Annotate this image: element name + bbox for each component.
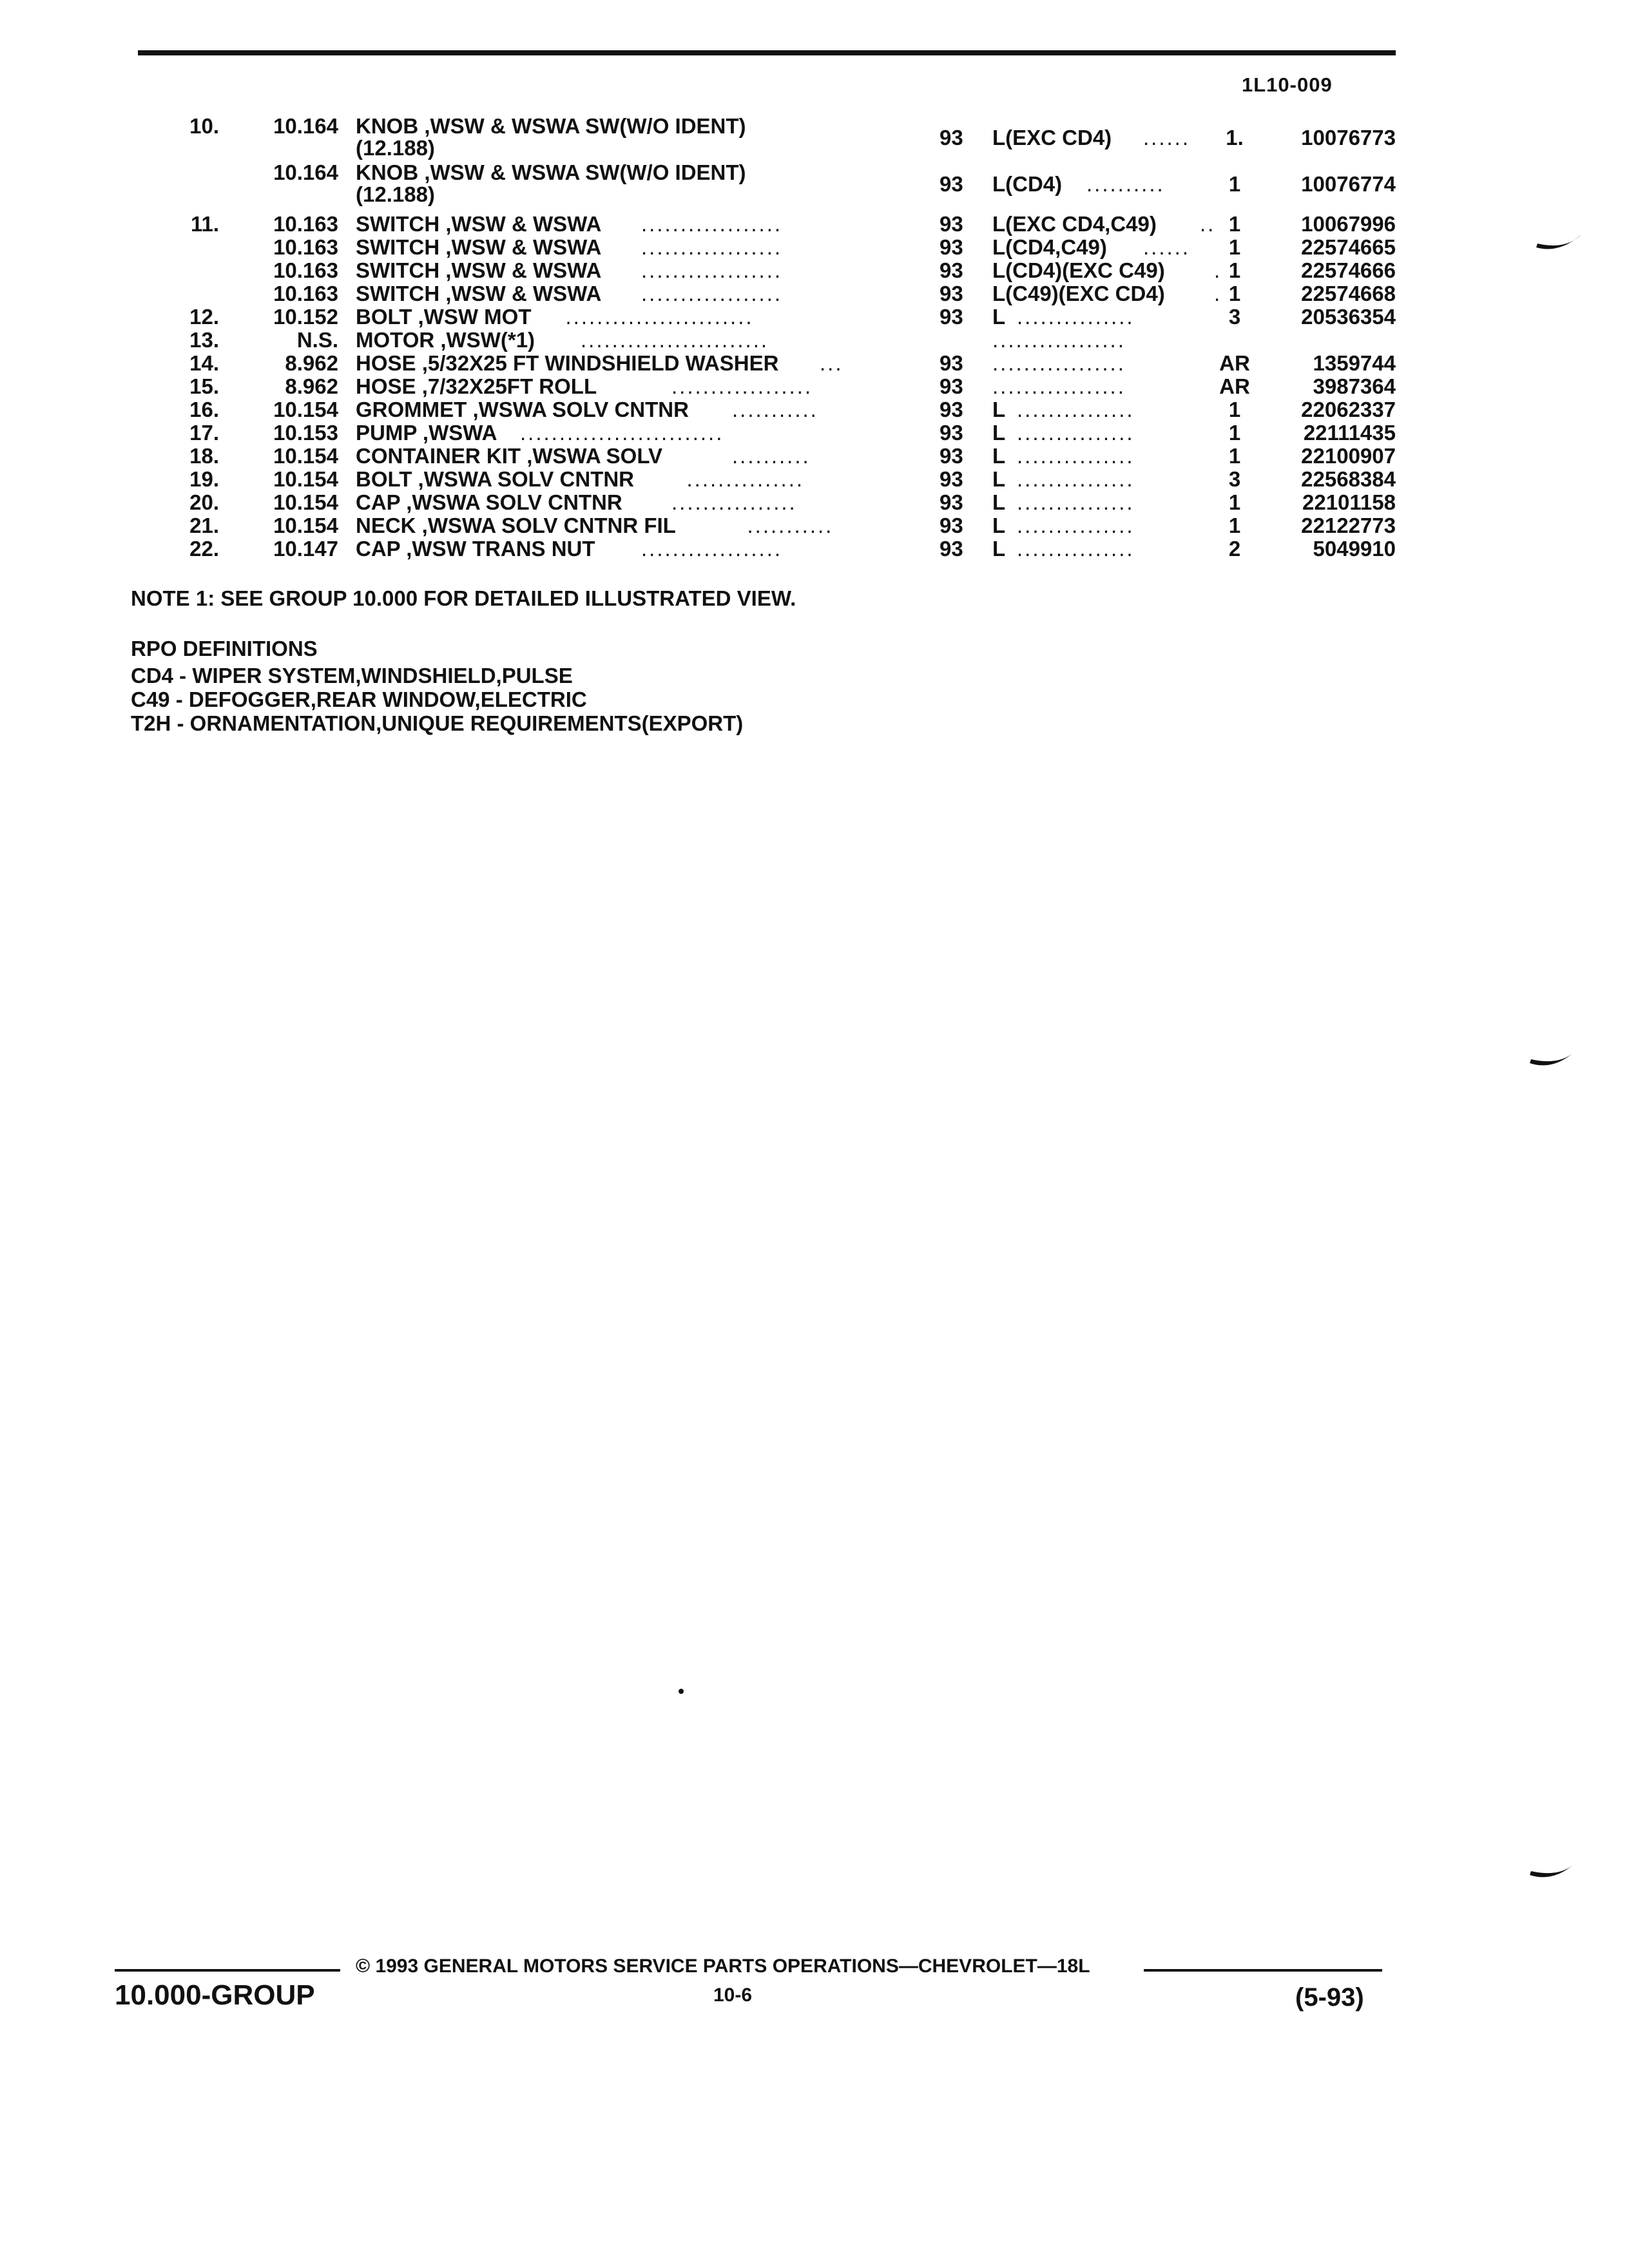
group-number: 10.163	[273, 282, 338, 305]
leader-dots: ......	[1143, 126, 1191, 149]
description: SWITCH ,WSW & WSWA	[356, 258, 602, 282]
item-number: 11.	[190, 212, 219, 236]
model-year: 93	[940, 490, 963, 514]
leader-dots: ...............	[1017, 421, 1135, 445]
model-year: 93	[940, 537, 963, 561]
binder-hole-mark	[1534, 226, 1585, 258]
footer-date-code: (5-93)	[1295, 1983, 1364, 2012]
quantity: 1	[1228, 172, 1241, 196]
quantity: 1	[1228, 421, 1241, 445]
item-number: 20.	[189, 490, 219, 514]
leader-dots: .................	[992, 351, 1126, 375]
leader-dots: ......	[1143, 235, 1191, 259]
footer-group-label: 10.000-GROUP	[115, 1979, 315, 2011]
leader-dots: ..................	[641, 537, 783, 561]
description: KNOB ,WSW & WSWA SW(W/O IDENT)	[356, 160, 746, 184]
part-number: 22574668	[1301, 282, 1396, 305]
description-continued: (12.188)	[356, 182, 435, 206]
group-number: 10.147	[273, 537, 338, 561]
description: CONTAINER KIT ,WSWA SOLV	[356, 444, 663, 468]
rpo-definition-c49: C49 - DEFOGGER,REAR WINDOW,ELECTRIC	[131, 687, 587, 711]
quantity: AR	[1219, 351, 1250, 375]
group-number: N.S.	[296, 328, 338, 352]
usage-code: L(CD4)(EXC C49)	[992, 258, 1165, 282]
usage-code: L(CD4)	[992, 172, 1063, 196]
usage-code: L	[992, 398, 1006, 421]
description: BOLT ,WSWA SOLV CNTNR	[356, 467, 635, 491]
part-number: 22574666	[1301, 258, 1396, 282]
leader-dots: ...............	[1017, 490, 1135, 514]
leader-dots: .	[1214, 282, 1222, 305]
page-id: 1L10-009	[1242, 73, 1333, 96]
leader-dots: .................	[992, 328, 1126, 352]
group-number: 10.154	[273, 467, 338, 491]
item-number: 18.	[189, 444, 219, 468]
description: CAP ,WSWA SOLV CNTNR	[356, 490, 622, 514]
group-number: 10.153	[273, 421, 338, 445]
leader-dots: ...............	[1017, 444, 1135, 468]
leader-dots: ...............	[1017, 467, 1135, 491]
description: MOTOR ,WSW(*1)	[356, 328, 535, 352]
part-number: 10076773	[1301, 126, 1396, 149]
model-year: 93	[940, 421, 963, 445]
usage-code: L(EXC CD4,C49)	[992, 212, 1157, 236]
description: SWITCH ,WSW & WSWA	[356, 235, 602, 259]
usage-code: L	[992, 444, 1006, 468]
usage-code: L	[992, 421, 1006, 445]
footer-rule-right	[1144, 1969, 1382, 1972]
group-number: 10.154	[273, 444, 338, 468]
quantity: 1	[1228, 235, 1241, 259]
quantity: 1	[1228, 490, 1241, 514]
leader-dots: ..........	[1086, 172, 1165, 196]
part-number: 20536354	[1301, 305, 1396, 329]
leader-dots: ................	[671, 490, 797, 514]
leader-dots: ...........	[747, 514, 834, 537]
rpo-definition-t2h: T2H - ORNAMENTATION,UNIQUE REQUIREMENTS(EXPORT)	[131, 711, 744, 735]
quantity: 1	[1228, 444, 1241, 468]
usage-code: L(C49)(EXC CD4)	[992, 282, 1165, 305]
model-year: 93	[940, 514, 963, 537]
part-number: 22062337	[1301, 398, 1396, 421]
leader-dots: .................	[992, 374, 1126, 398]
usage-code: L(EXC CD4)	[992, 126, 1112, 149]
group-number: 10.164	[273, 160, 338, 184]
leader-dots: ...............	[1017, 537, 1135, 561]
speck-mark	[677, 1687, 686, 1696]
usage-code: L	[992, 537, 1006, 561]
leader-dots: ..................	[641, 212, 783, 236]
part-number: 22568384	[1301, 467, 1396, 491]
leader-dots: ........................	[581, 328, 769, 352]
usage-code: L	[992, 490, 1006, 514]
quantity: 3	[1228, 305, 1241, 329]
quantity: 1	[1228, 258, 1241, 282]
item-number: 14.	[189, 351, 219, 375]
description: NECK ,WSWA SOLV CNTNR FIL	[356, 514, 676, 537]
model-year: 93	[940, 282, 963, 305]
group-number: 10.163	[273, 235, 338, 259]
model-year: 93	[940, 467, 963, 491]
leader-dots: ..................	[671, 374, 813, 398]
description: KNOB ,WSW & WSWA SW(W/O IDENT)	[356, 114, 746, 138]
group-number: 10.164	[273, 114, 338, 138]
model-year: 93	[940, 374, 963, 398]
description: SWITCH ,WSW & WSWA	[356, 212, 602, 236]
item-number: 17.	[189, 421, 219, 445]
description: HOSE ,7/32X25FT ROLL	[356, 374, 597, 398]
model-year: 93	[940, 305, 963, 329]
description: PUMP ,WSWA	[356, 421, 497, 445]
group-number: 10.154	[273, 490, 338, 514]
item-number: 10.	[189, 114, 219, 138]
leader-dots: ..................	[641, 282, 783, 305]
model-year: 93	[940, 172, 963, 196]
quantity: 1	[1228, 212, 1241, 236]
part-number: 22101158	[1302, 490, 1396, 514]
part-number: 10067996	[1301, 212, 1396, 236]
leader-dots: ..	[1200, 212, 1216, 236]
usage-code: L	[992, 467, 1006, 491]
model-year: 93	[940, 351, 963, 375]
top-rule	[138, 50, 1396, 55]
item-number: 22.	[189, 537, 219, 561]
part-number: 22100907	[1301, 444, 1396, 468]
footer-page-number: 10-6	[713, 1984, 753, 2006]
part-number: 1359744	[1313, 351, 1396, 375]
note-1: NOTE 1: SEE GROUP 10.000 FOR DETAILED ILLUSTRATED VIEW.	[131, 586, 796, 610]
item-number: 15.	[189, 374, 219, 398]
group-number: 10.163	[273, 258, 338, 282]
quantity: 1	[1228, 398, 1241, 421]
model-year: 93	[940, 126, 963, 149]
description: SWITCH ,WSW & WSWA	[356, 282, 602, 305]
footer-copyright: © 1993 GENERAL MOTORS SERVICE PARTS OPERATIONS—CHEVROLET—18L	[356, 1956, 1090, 1977]
leader-dots: ...............	[686, 467, 805, 491]
leader-dots: ..........	[732, 444, 811, 468]
quantity: 2	[1228, 537, 1241, 561]
description: HOSE ,5/32X25 FT WINDSHIELD WASHER	[356, 351, 779, 375]
part-number: 22111435	[1303, 421, 1396, 445]
item-number: 21.	[189, 514, 219, 537]
leader-dots: .	[1214, 258, 1222, 282]
item-number: 16.	[189, 398, 219, 421]
part-number: 22122773	[1301, 514, 1396, 537]
leader-dots: ...............	[1017, 398, 1135, 421]
leader-dots: ........................	[565, 305, 754, 329]
leader-dots: ..................	[641, 235, 783, 259]
part-number: 5049910	[1313, 537, 1396, 561]
item-number: 12.	[189, 305, 219, 329]
model-year: 93	[940, 235, 963, 259]
leader-dots: ...........	[732, 398, 818, 421]
quantity: 1	[1228, 514, 1241, 537]
leader-dots: ..........................	[520, 421, 724, 445]
description-continued: (12.188)	[356, 136, 435, 160]
part-number: 3987364	[1313, 374, 1396, 398]
leader-dots: ...............	[1017, 514, 1135, 537]
quantity: 1.	[1226, 126, 1244, 149]
usage-code: L(CD4,C49)	[992, 235, 1107, 259]
footer-rule-left	[115, 1969, 340, 1972]
usage-code: L	[992, 305, 1006, 329]
description: BOLT ,WSW MOT	[356, 305, 532, 329]
leader-dots: ...	[820, 351, 843, 375]
group-number: 8.962	[285, 374, 338, 398]
model-year: 93	[940, 398, 963, 421]
part-number: 22574665	[1301, 235, 1396, 259]
item-number: 13.	[189, 328, 219, 352]
model-year: 93	[940, 212, 963, 236]
group-number: 10.154	[273, 398, 338, 421]
leader-dots: ..................	[641, 258, 783, 282]
usage-code: L	[992, 514, 1006, 537]
group-number: 10.163	[273, 212, 338, 236]
rpo-definition-cd4: CD4 - WIPER SYSTEM,WINDSHIELD,PULSE	[131, 664, 573, 687]
quantity: 3	[1228, 467, 1241, 491]
group-number: 8.962	[285, 351, 338, 375]
part-number: 10076774	[1301, 172, 1396, 196]
model-year: 93	[940, 444, 963, 468]
binder-hole-mark	[1527, 1044, 1579, 1076]
quantity: 1	[1228, 282, 1241, 305]
binder-hole-mark	[1527, 1856, 1579, 1888]
description: CAP ,WSW TRANS NUT	[356, 537, 595, 561]
group-number: 10.154	[273, 514, 338, 537]
group-number: 10.152	[273, 305, 338, 329]
rpo-heading: RPO DEFINITIONS	[131, 637, 318, 660]
item-number: 19.	[189, 467, 219, 491]
description: GROMMET ,WSWA SOLV CNTNR	[356, 398, 689, 421]
quantity: AR	[1219, 374, 1250, 398]
model-year: 93	[940, 258, 963, 282]
leader-dots: ...............	[1017, 305, 1135, 329]
